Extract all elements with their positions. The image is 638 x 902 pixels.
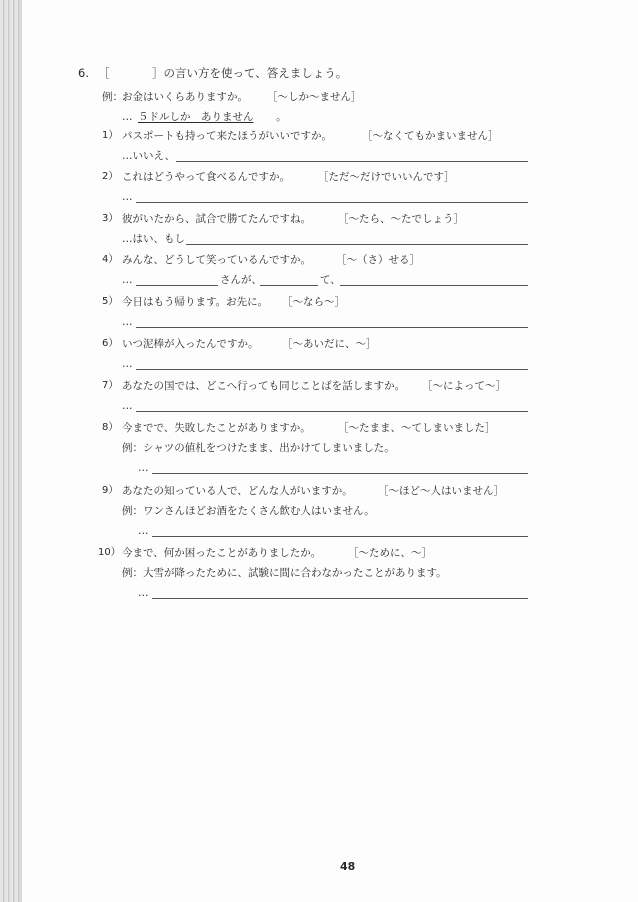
example-label: 例： bbox=[102, 91, 123, 103]
answer-line[interactable] bbox=[340, 285, 528, 286]
question-text: 今日はもう帰ります。お先に。 bbox=[122, 296, 269, 308]
answer-prefix: …いいえ、 bbox=[122, 150, 176, 162]
question-text: みんな、どうして笑っているんですか。 bbox=[122, 254, 311, 266]
question-text: 今までで、失敗したことがありますか。 bbox=[122, 422, 311, 434]
question-number: 8） bbox=[102, 422, 119, 433]
page-edge bbox=[0, 0, 4, 902]
answer-prefix: … bbox=[122, 274, 133, 286]
example-answer-suffix: 。 bbox=[276, 111, 287, 123]
question-example: 例：大雪が降ったために、試験に間に合わなかったことがあります。 bbox=[122, 567, 447, 579]
workbook-page bbox=[22, 0, 638, 902]
answer-line[interactable] bbox=[152, 536, 528, 537]
answer-prefix: … bbox=[122, 191, 133, 203]
page-edge bbox=[15, 0, 19, 902]
question-pattern: ［〜（さ）せる］ bbox=[336, 254, 420, 266]
answer-fragment: て、 bbox=[320, 274, 341, 286]
answer-prefix: …はい、もし bbox=[122, 233, 185, 245]
answer-prefix: … bbox=[138, 587, 149, 599]
answer-line[interactable] bbox=[136, 285, 218, 286]
question-pattern: ［〜ために、〜］ bbox=[348, 547, 432, 559]
question-text: あなたの知っている人で、どんな人がいますか。 bbox=[122, 485, 353, 497]
question-pattern: ［〜によって〜］ bbox=[422, 380, 506, 392]
answer-line[interactable] bbox=[152, 598, 528, 599]
section-number: 6. bbox=[78, 66, 89, 80]
answer-prefix: … bbox=[122, 358, 133, 370]
question-number: 9） bbox=[102, 485, 119, 496]
answer-line[interactable] bbox=[136, 411, 528, 412]
question-example: 例：シャツの値札をつけたまま、出かけてしまいました。 bbox=[122, 442, 395, 454]
question-pattern: ［〜なら〜］ bbox=[282, 296, 345, 308]
page-edge bbox=[10, 0, 14, 902]
example-answer: ５ドルしか ありません bbox=[138, 111, 254, 123]
question-text: あなたの国では、どこへ行っても同じことばを話しますか。 bbox=[122, 380, 406, 392]
question-pattern: ［〜ほど〜人はいません］ bbox=[378, 485, 504, 497]
question-pattern: ［ただ〜だけでいいんです］ bbox=[318, 171, 455, 183]
question-number: 7） bbox=[102, 380, 119, 391]
question-example: 例：ワンさんほどお酒をたくさん飲む人はいません。 bbox=[122, 505, 375, 517]
answer-prefix: … bbox=[122, 316, 133, 328]
example-answer-prefix: … bbox=[122, 111, 133, 123]
question-number: 3） bbox=[102, 213, 119, 224]
question-number: 1） bbox=[102, 130, 119, 141]
example-pattern: ［〜しか〜ません］ bbox=[267, 91, 362, 103]
question-number: 4） bbox=[102, 254, 119, 265]
answer-line[interactable] bbox=[152, 473, 528, 474]
answer-line[interactable] bbox=[186, 244, 528, 245]
question-text: パスポートも持って来たほうがいいですか。 bbox=[122, 130, 332, 142]
answer-line[interactable] bbox=[136, 202, 528, 203]
answer-line[interactable] bbox=[260, 285, 318, 286]
question-pattern: ［〜なくてもかまいません］ bbox=[362, 130, 499, 142]
instruction-text: ］の言い方を使って、答えましょう。 bbox=[152, 66, 348, 80]
question-text: これはどうやって食べるんですか。 bbox=[122, 171, 290, 183]
answer-fragment: さんが、 bbox=[220, 274, 262, 286]
question-pattern: ［〜たまま、〜てしまいました］ bbox=[338, 422, 496, 434]
answer-prefix: … bbox=[122, 400, 133, 412]
question-pattern: ［〜たら、〜たでしょう］ bbox=[338, 213, 464, 225]
question-number: 2） bbox=[102, 171, 119, 182]
answer-prefix: … bbox=[138, 525, 149, 537]
question-number: 6） bbox=[102, 338, 119, 349]
question-pattern: ［〜あいだに、〜］ bbox=[282, 338, 377, 350]
answer-line[interactable] bbox=[136, 327, 528, 328]
question-number: 5） bbox=[102, 296, 119, 307]
question-number: 10） bbox=[98, 547, 121, 558]
page-number: 48 bbox=[340, 860, 356, 873]
question-text: いつ泥棒が入ったんですか。 bbox=[122, 338, 259, 350]
example-question: お金はいくらありますか。 bbox=[122, 91, 248, 103]
page-edge bbox=[5, 0, 9, 902]
answer-line[interactable] bbox=[136, 369, 528, 370]
answer-prefix: … bbox=[138, 462, 149, 474]
answer-line[interactable] bbox=[176, 161, 528, 162]
bracket-open: ［ bbox=[98, 66, 110, 80]
question-text: 今まで、何か困ったことがありましたか。 bbox=[122, 547, 322, 559]
question-text: 彼がいたから、試合で勝てたんですね。 bbox=[122, 213, 311, 225]
